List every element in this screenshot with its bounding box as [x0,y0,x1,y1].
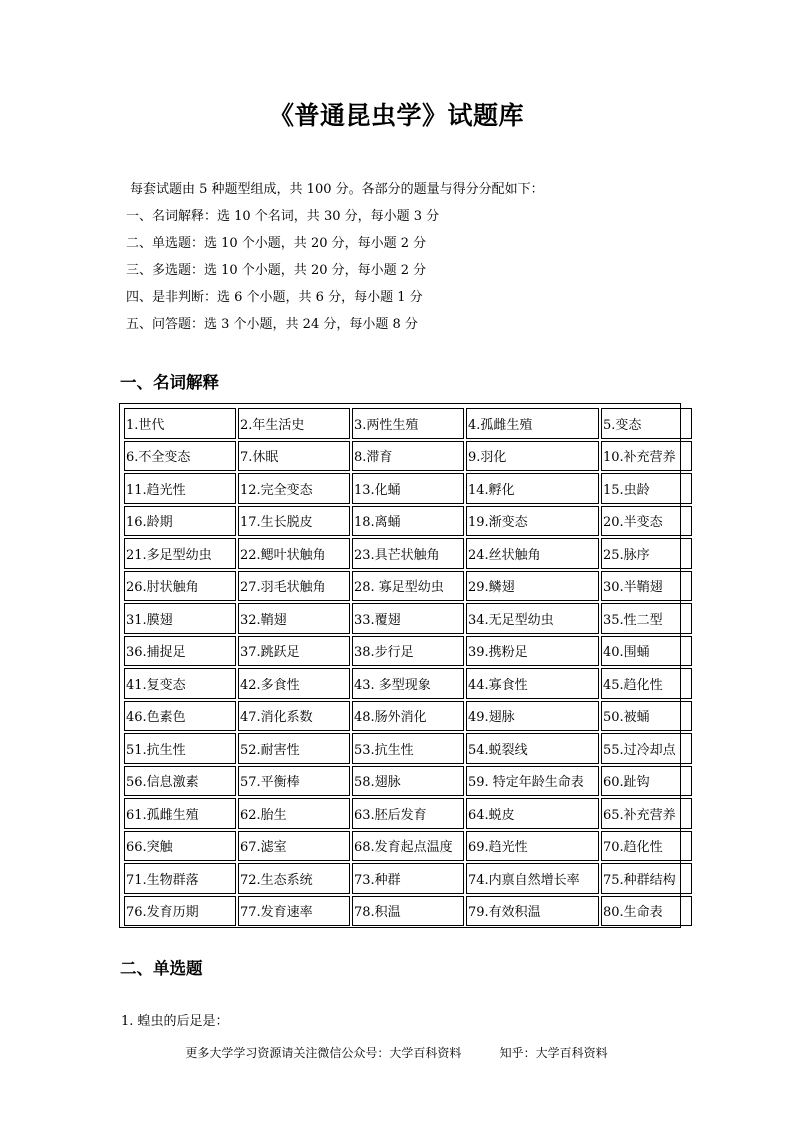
term-cell: 75.种群结构 [601,863,692,894]
term-cell: 63.胚后发育 [352,798,464,829]
term-cell: 61.孤雌生殖 [124,798,236,829]
term-cell: 59. 特定年龄生命表 [466,766,599,797]
term-cell: 76.发育历期 [124,896,236,927]
term-cell: 50.被蛹 [601,701,692,732]
table-row [124,766,692,797]
page-footer: 更多大学学习资源请关注微信公众号：大学百科资料 知乎：大学百科资料 [185,1046,608,1060]
table-row [124,571,692,602]
term-cell: 14.孵化 [466,473,599,504]
term-cell: 55.过冷却点 [601,733,692,764]
term-cell: 4.孤雌生殖 [466,408,599,439]
table-row [124,668,692,699]
term-cell: 79.有效积温 [466,896,599,927]
table-row [124,538,692,569]
term-cell: 3.两性生殖 [352,408,464,439]
term-cell: 16.龄期 [124,506,236,537]
page-title: 《普通昆虫学》试题库 [268,101,524,130]
section-heading-terms: 一、名词解释 [120,373,219,392]
term-cell: 44.寡食性 [466,668,599,699]
term-cell: 78.积温 [352,896,464,927]
term-cell: 57.平衡棒 [238,766,350,797]
terms-table-frame [119,403,681,928]
term-cell: 64.蜕皮 [466,798,599,829]
term-cell: 47.消化系数 [238,701,350,732]
term-cell: 27.羽毛状触角 [238,571,350,602]
term-cell: 35.性二型 [601,603,692,634]
table-row [124,636,692,667]
intro-item: 三、多选题：选 10 个小题，共 20 分，每小题 2 分 [126,263,427,278]
table-row [124,408,692,439]
intro-item: 五、问答题：选 3 个小题，共 24 分，每小题 8 分 [126,317,418,332]
term-cell: 58.翅脉 [352,766,464,797]
intro-item: 二、单选题：选 10 个小题，共 20 分，每小题 2 分 [126,236,427,251]
term-cell: 71.生物群落 [124,863,236,894]
term-cell: 53.抗生性 [352,733,464,764]
term-cell: 7.休眠 [238,441,350,472]
term-cell: 45.趋化性 [601,668,692,699]
term-cell: 10.补充营养 [601,441,692,472]
table-row [124,863,692,894]
term-cell: 8.滞育 [352,441,464,472]
term-cell: 13.化蛹 [352,473,464,504]
term-cell: 49.翅脉 [466,701,599,732]
intro-item: 四、是非判断：选 6 个小题，共 6 分，每小题 1 分 [126,290,423,305]
term-cell: 22.鳃叶状触角 [238,538,350,569]
table-row [124,831,692,862]
scoring-intro [120,179,544,341]
table-row [124,733,692,764]
term-cell: 12.完全变态 [238,473,350,504]
terms-table [122,406,694,928]
question-1: 1. 蝗虫的后足是： [121,1014,229,1029]
intro-item: 一、名词解释：选 10 个名词，共 30 分，每小题 3 分 [126,209,440,224]
term-cell: 5.变态 [601,408,692,439]
term-cell: 2.年生活史 [238,408,350,439]
term-cell: 9.羽化 [466,441,599,472]
term-cell: 39.携粉足 [466,636,599,667]
term-cell: 11.趋光性 [124,473,236,504]
term-cell: 80.生命表 [601,896,692,927]
term-cell: 48.肠外消化 [352,701,464,732]
table-row [124,896,692,927]
term-cell: 36.捕捉足 [124,636,236,667]
table-row [124,441,692,472]
term-cell: 66.突触 [124,831,236,862]
term-cell: 46.色素色 [124,701,236,732]
term-cell: 56.信息激素 [124,766,236,797]
term-cell: 67.滤室 [238,831,350,862]
term-cell: 33.覆翅 [352,603,464,634]
term-cell: 29.鳞翅 [466,571,599,602]
term-cell: 69.趋光性 [466,831,599,862]
term-cell: 24.丝状触角 [466,538,599,569]
table-row [124,798,692,829]
term-cell: 15.虫龄 [601,473,692,504]
term-cell: 18.离蛹 [352,506,464,537]
table-row [124,701,692,732]
intro-lead: 每套试题由 5 种题型组成，共 100 分。各部分的题量与得分分配如下： [130,182,544,197]
term-cell: 25.脉序 [601,538,692,569]
term-cell: 43. 多型现象 [352,668,464,699]
table-row [124,473,692,504]
term-cell: 51.抗生性 [124,733,236,764]
term-cell: 26.肘状触角 [124,571,236,602]
term-cell: 19.渐变态 [466,506,599,537]
term-cell: 73.种群 [352,863,464,894]
term-cell: 6.不全变态 [124,441,236,472]
term-cell: 21.多足型幼虫 [124,538,236,569]
term-cell: 60.趾钩 [601,766,692,797]
term-cell: 42.多食性 [238,668,350,699]
term-cell: 70.趋化性 [601,831,692,862]
table-row [124,506,692,537]
term-cell: 34.无足型幼虫 [466,603,599,634]
table-row [124,603,692,634]
term-cell: 37.跳跃足 [238,636,350,667]
term-cell: 62.胎生 [238,798,350,829]
term-cell: 31.膜翅 [124,603,236,634]
term-cell: 20.半变态 [601,506,692,537]
term-cell: 77.发育速率 [238,896,350,927]
term-cell: 74.内禀自然增长率 [466,863,599,894]
term-cell: 40.围蛹 [601,636,692,667]
term-cell: 30.半鞘翅 [601,571,692,602]
term-cell: 23.具芒状触角 [352,538,464,569]
section-heading-single-choice: 二、单选题 [120,959,203,978]
term-cell: 68.发育起点温度 [352,831,464,862]
term-cell: 72.生态系统 [238,863,350,894]
term-cell: 65.补充营养 [601,798,692,829]
term-cell: 17.生长脱皮 [238,506,350,537]
term-cell: 28. 寡足型幼虫 [352,571,464,602]
term-cell: 32.鞘翅 [238,603,350,634]
term-cell: 54.蜕裂线 [466,733,599,764]
term-cell: 41.复变态 [124,668,236,699]
term-cell: 52.耐害性 [238,733,350,764]
term-cell: 38.步行足 [352,636,464,667]
term-cell: 1.世代 [124,408,236,439]
